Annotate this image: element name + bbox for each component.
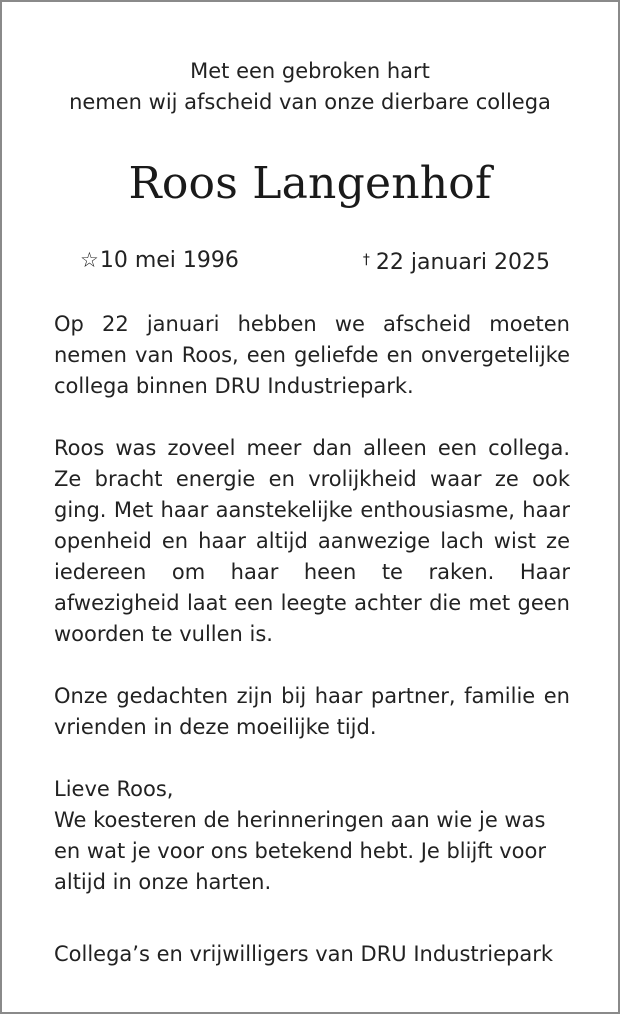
intro-text: [2, 56, 618, 118]
cross-icon: †: [362, 252, 370, 268]
death-date-text: 22 januari 2025: [375, 250, 550, 275]
intro-line-2: nemen wij afscheid van onze dierbare collega: [69, 90, 551, 114]
paragraph-3: Onze gedachten zijn bij haar partner, familie en vrienden in deze moeilijke tijd.: [54, 684, 570, 739]
farewell-text: We koesteren de herinneringen aan wie je was en wat je voor ons betekend hebt. Je blijft voor altijd in onze harten.: [54, 808, 547, 894]
paragraph-4: [54, 774, 570, 898]
paragraph-2: Roos was zoveel meer dan alleen een collega. Ze bracht energie en vrolijkheid waar ze ook ging. Met haar aanstekelijke enthousiasme, haar openheid en haar altijd aanwezige lach wist ze iedereen om haar heen te raken. Haar afwezigheid laat een leegte achter die met geen woorden te vullen is.: [54, 436, 570, 646]
birth-date-text: 10 mei 1996: [99, 248, 239, 273]
intro-line-1: Met een gebroken hart: [190, 59, 430, 83]
star-icon: ☆: [80, 248, 99, 272]
deceased-name: Roos Langenhof: [128, 158, 492, 209]
birth-date: [80, 244, 239, 277]
greeting: Lieve Roos,: [54, 777, 174, 801]
obituary-body: [54, 309, 570, 929]
paragraph-1: Op 22 januari hebben we afscheid moeten nemen van Roos, een geliefde en onvergetelijke collega binnen DRU Industriepark.: [54, 312, 570, 398]
life-dates: [80, 244, 550, 276]
signature: Collega’s en vrijwilligers van DRU Industriepark: [54, 942, 554, 966]
death-date: [363, 244, 550, 279]
